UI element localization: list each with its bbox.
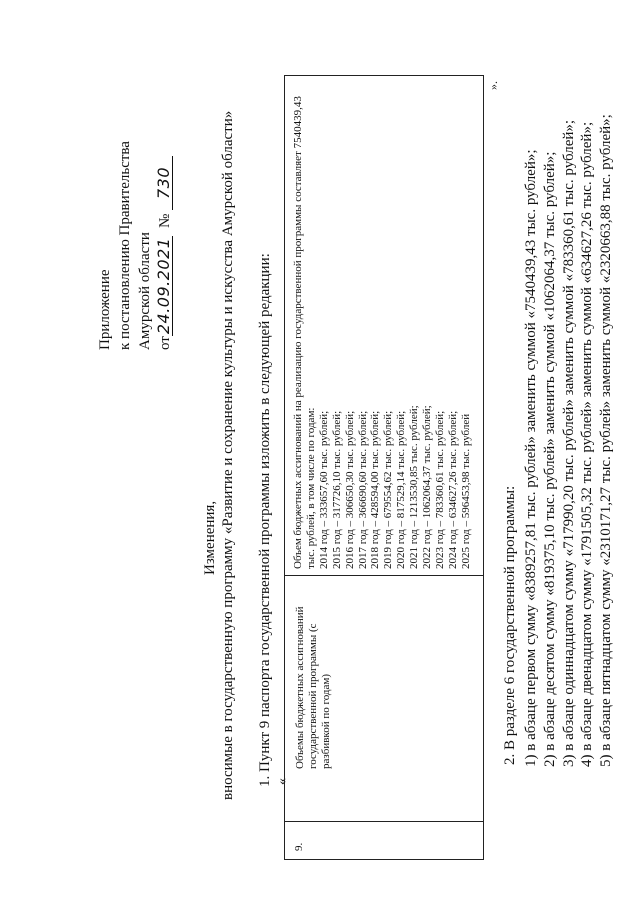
list-item: 4) в абзаце двенадцатом сумму «1791505,32 тыс. рублей» заменить суммой «634627,26 тыс. рублей»; (579, 121, 596, 767)
appendix-block (95, 141, 175, 350)
passport-table (284, 75, 484, 860)
point-1-text: 1. Пункт 9 паспорта государственной программы изложить в следующей редакции: (257, 253, 273, 787)
handwritten-date: 24.09.2021 (154, 237, 173, 335)
content-line: 2024 год – 634627,26 тыс. рублей; (446, 410, 459, 569)
document-title: Изменения, (202, 500, 218, 575)
content-line: тыс. рублей, в том числе по годам: (304, 407, 317, 569)
content-line: 2015 год – 317726,10 тыс. рублей; (330, 410, 343, 569)
list-item: 5) в абзаце пятнадцатом сумму «2310171,27 тыс. рублей» заменить суммой «2320663,88 тыс. рублей»; (598, 114, 615, 767)
list-item: 1) в абзаце первом сумму «8389257,81 тыс. рублей» заменить суммой «7540439,43 тыс. рублей»; (523, 149, 539, 767)
content-line: 2016 год – 306650,30 тыс. рублей; (343, 410, 356, 569)
handwritten-number: 730 (155, 156, 173, 210)
content-line: 2018 год – 428594,00 тыс. рублей; (369, 410, 382, 569)
section-2-heading: 2. В разделе 6 государственной программы: (502, 485, 518, 765)
date-prefix: от (157, 336, 173, 350)
list-item: 3) в абзаце одиннадцатом сумму «717990,20 тыс. рублей» заменить суммой «783360,61 тыс. рублей»; (560, 119, 577, 767)
quote-open: « (275, 778, 290, 785)
content-line: 2025 год – 596453,98 тыс. рублей (459, 413, 472, 569)
document-subtitle: вносимые в государственную программу «Развитие и сохранение культуры и искусства Амурской области» (220, 110, 236, 800)
table-row-number: 9. (293, 842, 305, 851)
content-line: 2020 год – 817529,14 тыс. рублей; (395, 410, 408, 569)
section-2-items (522, 114, 616, 767)
content-line: 2021 год – 1213530,85 тыс. рублей; (408, 405, 421, 569)
content-line: 2022 год – 1062064,37 тыс. рублей; (421, 405, 434, 569)
content-line: 2017 год – 366690,60 тыс. рублей; (356, 410, 369, 569)
list-item: 2) в абзаце десятом сумму «819375,10 тыс. рублей» заменить суммой «1062064,37 тыс. рублей»; (541, 151, 558, 767)
number-label: № (157, 213, 173, 229)
table-row-name: Объемы бюджетных ассигнований государственной программы (с разбивкой по годам) (294, 606, 332, 769)
appendix-date-line (155, 141, 175, 350)
appendix-line-3: Амурской области (137, 232, 153, 350)
content-line: Объем бюджетных ассигнований на реализацию государственной программы составляет 7540439,43 (292, 96, 304, 569)
table-divider-2 (285, 575, 483, 576)
appendix-line-2: к постановлению Правительства (117, 141, 133, 350)
quote-close: ». (486, 81, 500, 90)
content-line: 2019 год – 679554,62 тыс. рублей; (382, 410, 395, 569)
table-divider-1 (285, 821, 483, 822)
content-line: 2023 год – 783360,61 тыс. рублей; (433, 410, 446, 569)
appendix-line-1: Приложение (97, 269, 113, 350)
content-line: 2014 год – 333657,60 тыс. рублей; (317, 410, 330, 569)
table-row-content (292, 96, 473, 569)
